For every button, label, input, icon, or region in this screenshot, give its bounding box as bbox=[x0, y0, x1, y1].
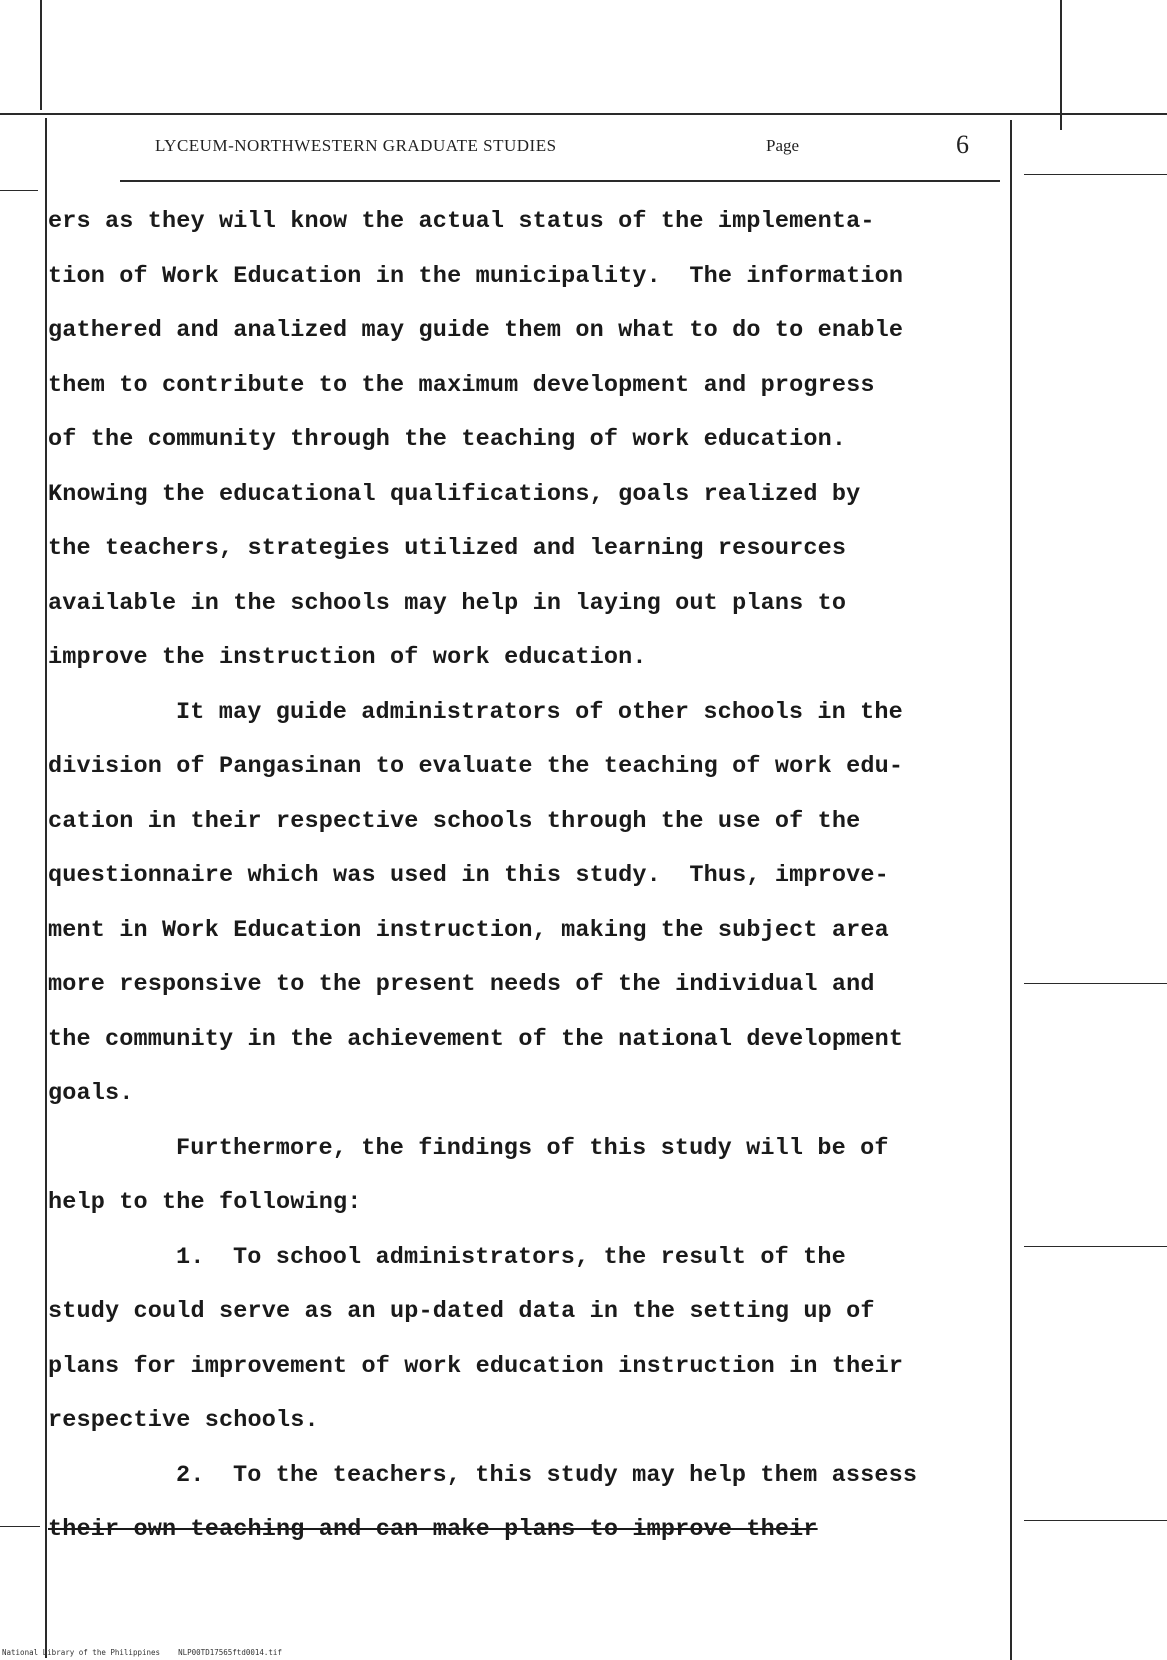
margin-stub-right bbox=[1024, 983, 1167, 984]
margin-stub-right bbox=[1024, 1246, 1167, 1247]
page-top-rule bbox=[0, 113, 1167, 115]
text-line: them to contribute to the maximum development and progress bbox=[48, 371, 875, 399]
text-line: available in the schools may help in laying out plans to bbox=[48, 589, 847, 617]
text-line: of the community through the teaching of work education. bbox=[48, 426, 847, 453]
text-line: ers as they will know the actual status of the implementa- bbox=[48, 208, 875, 235]
text-line: the community in the achievement of the national development bbox=[48, 1025, 904, 1053]
text-line: cation in their respective schools through the use of the bbox=[48, 807, 861, 835]
text-line: study could serve as an up-dated data in the setting up of bbox=[48, 1298, 875, 1325]
paragraph-start-line: It may guide administrators of other schools in the bbox=[176, 698, 903, 726]
margin-rule-left-inner bbox=[45, 118, 47, 1658]
margin-rule-right-top bbox=[1060, 0, 1062, 130]
body-text bbox=[48, 202, 1008, 1565]
text-line: gathered and analized may guide them on what to do to enable bbox=[48, 317, 904, 344]
text-line: goals. bbox=[48, 1080, 134, 1107]
text-line: the teachers, strategies utilized and learning resources bbox=[48, 535, 847, 562]
margin-stub-left bbox=[0, 1526, 40, 1527]
paragraph-start-line: Furthermore, the findings of this study will be of bbox=[176, 1134, 889, 1162]
text-line: plans for improvement of work education instruction in their bbox=[48, 1352, 904, 1380]
text-line: improve the instruction of work education. bbox=[48, 644, 647, 671]
text-line: more responsive to the present needs of the individual and bbox=[48, 971, 875, 998]
page-label: Page bbox=[766, 136, 800, 155]
page-number: 6 bbox=[956, 130, 969, 159]
margin-stub-right bbox=[1024, 174, 1167, 175]
scan-footer: National Library of the Philippines NLP00TD17565ftd0014.tif bbox=[2, 1648, 282, 1657]
list-item-1: 1. To school administrators, the result of the bbox=[176, 1243, 846, 1271]
text-line: division of Pangasinan to evaluate the teaching of work edu- bbox=[48, 753, 904, 780]
margin-rule-right-frame bbox=[1010, 120, 1012, 1660]
list-item-2: 2. To the teachers, this study may help them assess bbox=[176, 1461, 918, 1489]
margin-stub-left bbox=[0, 190, 38, 191]
margin-stub-right bbox=[1024, 1520, 1167, 1521]
text-line: tion of Work Education in the municipality. The information bbox=[48, 262, 904, 290]
text-line: Knowing the educational qualifications, goals realized by bbox=[48, 480, 861, 508]
header-underline-rule bbox=[120, 180, 1000, 182]
text-line: ment in Work Education instruction, making the subject area bbox=[48, 916, 889, 944]
text-line: respective schools. bbox=[48, 1407, 319, 1434]
header-title: LYCEUM-NORTHWESTERN GRADUATE STUDIES bbox=[155, 136, 557, 155]
struck-text-line: their own teaching and can make plans to improve their bbox=[48, 1516, 818, 1543]
margin-rule-left-outer bbox=[40, 0, 42, 110]
text-line: questionnaire which was used in this study. Thus, improve- bbox=[48, 862, 889, 889]
text-line: help to the following: bbox=[48, 1189, 362, 1216]
